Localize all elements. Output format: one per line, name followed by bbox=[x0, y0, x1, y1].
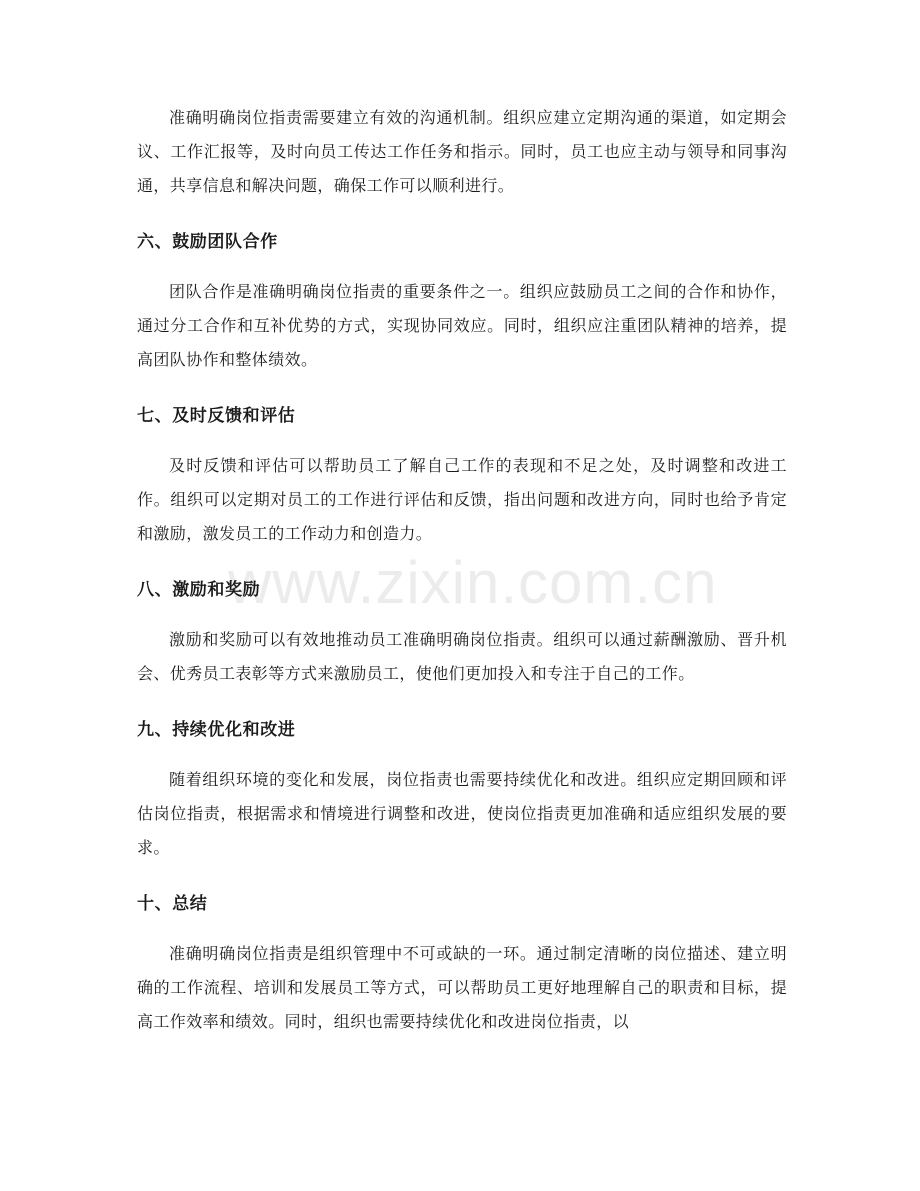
heading-section-6: 六、鼓励团队合作 bbox=[137, 232, 278, 252]
heading-section-7: 七、及时反馈和评估 bbox=[137, 406, 296, 426]
document-body bbox=[137, 101, 787, 1039]
paragraph-communication: 准确明确岗位指责需要建立有效的沟通机制。组织应建立定期沟通的渠道，如定期会议、工作汇报等，及时向员工传达工作任务和指示。同时，员工也应主动与领导和同事沟通，共享信息和解决问题，确保工作可以顺利进行。 bbox=[137, 108, 787, 195]
heading-section-9: 九、持续优化和改进 bbox=[137, 720, 296, 740]
paragraph-incentives: 激励和奖励可以有效地推动员工准确明确岗位指责。组织可以通过薪酬激励、晋升机会、优秀员工表彰等方式来激励员工，使他们更加投入和专注于自己的工作。 bbox=[137, 630, 787, 683]
watermark-text: www.zixin.com.cn bbox=[228, 549, 718, 616]
paragraph-summary: 准确明确岗位指责是组织管理中不可或缺的一环。通过制定清晰的岗位描述、建立明确的工作流程、培训和发展员工等方式，可以帮助员工更好地理解自己的职责和目标，提高工作效率和绩效。同时，组织也需要持续优化和改进岗位指责，以 bbox=[137, 944, 787, 1031]
paragraph-feedback: 及时反馈和评估可以帮助员工了解自己工作的表现和不足之处，及时调整和改进工作。组织可以定期对员工的工作进行评估和反馈，指出问题和改进方向，同时也给予肯定和激励，激发员工的工作动力和创造力。 bbox=[137, 456, 787, 543]
heading-section-8: 八、激励和奖励 bbox=[137, 580, 261, 600]
paragraph-optimization: 随着组织环境的变化和发展，岗位指责也需要持续优化和改进。组织应定期回顾和评估岗位指责，根据需求和情境进行调整和改进，使岗位指责更加准确和适应组织发展的要求。 bbox=[137, 770, 787, 857]
paragraph-teamwork: 团队合作是准确明确岗位指责的重要条件之一。组织应鼓励员工之间的合作和协作，通过分工合作和互补优势的方式，实现协同效应。同时，组织应注重团队精神的培养，提高团队协作和整体绩效。 bbox=[137, 282, 787, 369]
heading-section-10: 十、总结 bbox=[137, 894, 208, 914]
